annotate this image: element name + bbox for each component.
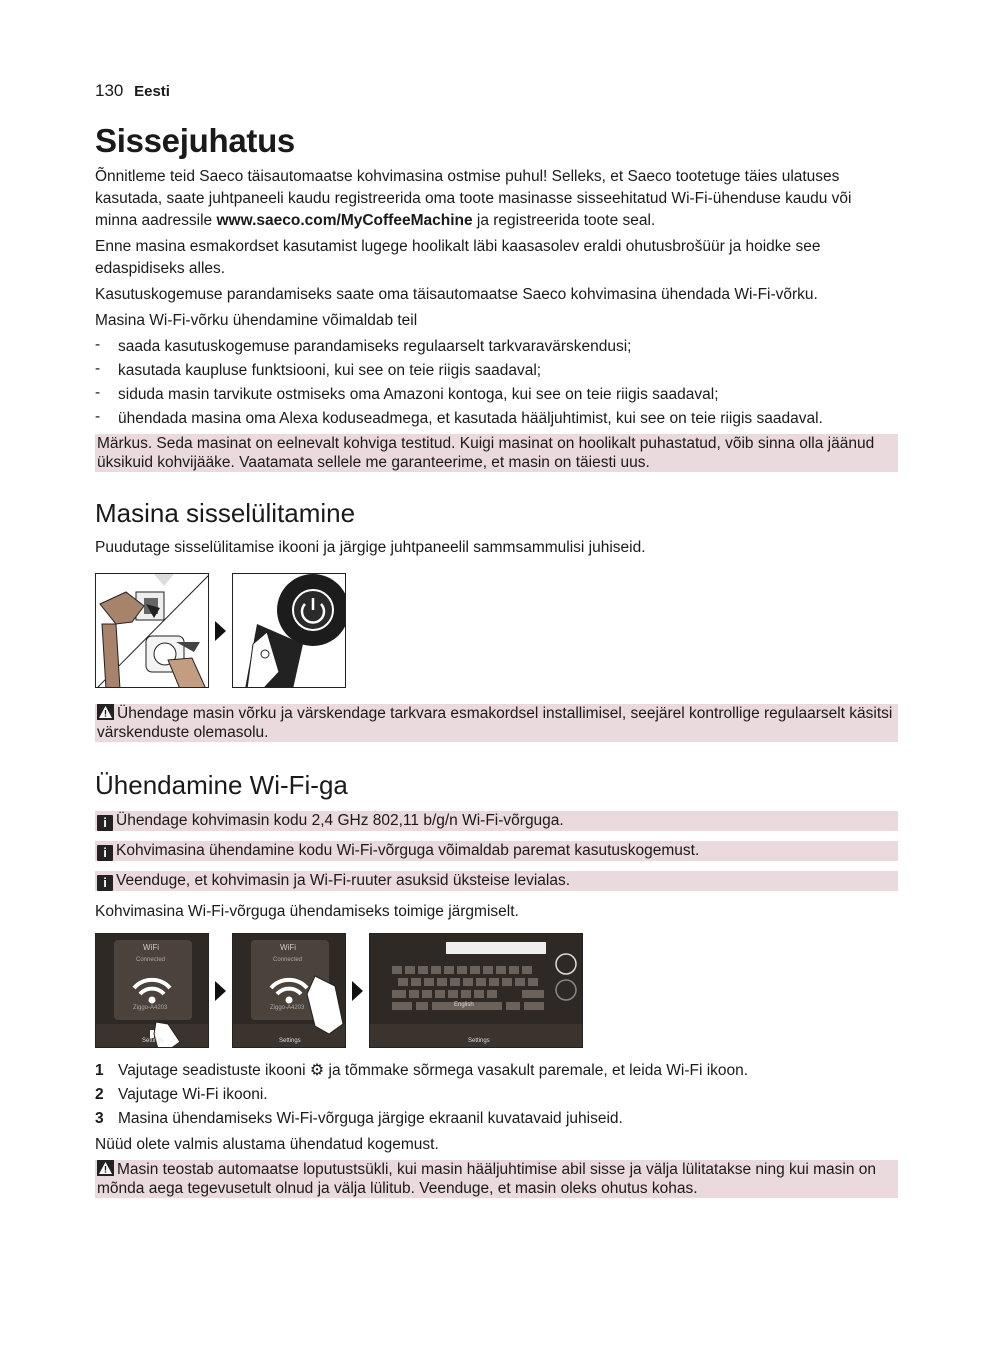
step-item: [95, 1060, 898, 1082]
warning-icon: [97, 1160, 114, 1176]
power-title: Masina sisselülitamine: [95, 498, 356, 528]
intro-p1-text-end: ja registreerida toote seal.: [472, 212, 656, 229]
wifi-info-1: [95, 811, 898, 831]
wifi-keyboard-screen: [369, 933, 583, 1048]
wifi-screen-2: [232, 933, 346, 1048]
screen-network-label: Ziggo-A4203: [133, 1005, 168, 1011]
screen-wifi-label: WiFi: [280, 943, 296, 952]
wifi-info-text: Ühendage kohvimasin kodu 2,4 GHz 802,11 b/g/n Wi-Fi-võrguga.: [116, 812, 564, 829]
screen-language-label: English: [454, 1002, 474, 1008]
intro-paragraph-3: Kasutuskogemuse parandamiseks saate oma täisautomaatse Saeco kohvimasina ühendada Wi-Fi-võrku.: [95, 286, 818, 303]
step-number: 1: [95, 1062, 104, 1079]
wifi-paragraph-2: Nüüd olete valmis alustama ühendatud kogemust.: [95, 1136, 439, 1153]
language-label: Eesti: [134, 83, 170, 100]
wifi-info-text: Kohvimasina ühendamine kodu Wi-Fi-võrguga võimaldab paremat kasutuskogemust.: [116, 842, 700, 859]
page-number: 130: [95, 81, 124, 100]
wifi-info-2: [95, 841, 898, 861]
gear-icon: ⚙: [309, 1062, 325, 1079]
intro-title: Sissejuhatus: [95, 122, 295, 159]
step-text: Vajutage Wi-Fi ikooni.: [118, 1086, 268, 1103]
info-icon: i: [97, 845, 113, 861]
manual-page: [95, 78, 898, 1204]
intro-paragraph-2: Enne masina esmakordset kasutamist lugege hoolikalt läbi kaasasolev eraldi ohutusbrošüür ja hoidke see edaspidiseks alles.: [95, 238, 821, 277]
list-item: - saada kasutuskogemuse parandamiseks regulaarselt tarkvaravärskendusi;: [95, 336, 898, 358]
list-item: - ühendada masina oma Alexa koduseadmega, et kasutada hääljuhtimist, kui see on teie riigis saadaval.: [95, 408, 898, 430]
info-icon: i: [97, 875, 113, 891]
registration-link[interactable]: www.saeco.com/MyCoffeeMachine: [216, 212, 473, 229]
page-header: [95, 78, 898, 104]
intro-paragraph-4: Masina Wi-Fi-võrku ühendamine võimaldab teil: [95, 312, 418, 329]
wifi-paragraph: Kohvimasina Wi-Fi-võrguga ühendamiseks toimige järgmiselt.: [95, 903, 519, 920]
screen-settings-label: Settings: [279, 1038, 301, 1044]
power-button-illustration: [232, 573, 346, 688]
step-text: Masina ühendamiseks Wi-Fi-võrguga järgige ekraanil kuvatavaid juhiseid.: [118, 1110, 623, 1127]
arrow-right-icon: [215, 621, 226, 641]
intro-p1-text: Õnnitleme teid Saeco täisautomaatse kohvimasina ostmise puhul! Selleks, et Saeco tootetuge täies ulatuses kasutada, saate juhtpaneeli kaudu registreerida oma toote masinasse sisseehitatud Wi-Fi-ühenduse kaudu või minna aadressile: [95, 168, 852, 229]
arrow-right-icon: [352, 981, 363, 1001]
screen-settings-label: Settings: [142, 1038, 164, 1044]
wifi-info-text: Veenduge, et kohvimasin ja Wi-Fi-ruuter asuksid üksteise levialas.: [116, 872, 571, 889]
step-text: Vajutage seadistuste ikooni: [118, 1062, 310, 1079]
power-warning: [95, 704, 898, 742]
list-item: - kasutada kaupluse funktsiooni, kui see on teie riigis saadaval;: [95, 360, 898, 382]
power-paragraph: Puudutage sisselülitamise ikooni ja järgige juhtpaneelil sammsammulisi juhiseid.: [95, 539, 646, 556]
step-number: 3: [95, 1110, 104, 1127]
wifi-warning: [95, 1160, 898, 1198]
intro-paragraph-1: [95, 166, 898, 232]
screen-connected-label: Connected: [273, 957, 303, 963]
step-text-end: ja tõmmake sõrmega vasakult paremale, et leida Wi-Fi ikoon.: [324, 1062, 749, 1079]
step-item: [95, 1108, 898, 1130]
warning-icon: [97, 704, 114, 720]
wifi-steps: [95, 1060, 898, 1130]
arrow-right-icon: [215, 981, 226, 1001]
wifi-info-3: [95, 871, 898, 891]
screen-network-label: Ziggo-A4203: [270, 1005, 305, 1011]
step-number: 2: [95, 1086, 104, 1103]
list-item: - siduda masin tarvikute ostmiseks oma Amazoni kontoga, kui see on teie riigis saadaval;: [95, 384, 898, 406]
power-illustrations: [95, 573, 898, 688]
wifi-benefits-list: [95, 336, 898, 430]
wifi-warning-text: Masin teostab automaatse loputustsükli, kui masin hääljuhtimise abil sisse ja välja lülitatakse ning kui masin on mõnda aega tegevusetult olnud ja välja lülitub. Veenduge, et masin oleks ohutus kohas.: [97, 1161, 877, 1197]
power-warning-text: Ühendage masin võrku ja värskendage tarkvara esmakordsel installimisel, seejärel kontrollige regulaarselt käsitsi värskenduste olemasolu.: [97, 705, 893, 741]
intro-note: Märkus. Seda masinat on eelnevalt kohviga testitud. Kuigi masinat on hoolikalt puhastatud, võib sinna olla jäänud üksikuid kohvijääke. Vaatamata sellele me garanteerime, et masin on täiesti uus.: [95, 434, 898, 472]
wifi-illustrations: [95, 933, 898, 1048]
screen-settings-label: Settings: [468, 1038, 490, 1044]
screen-connected-label: Connected: [136, 957, 166, 963]
wifi-title: Ühendamine Wi-Fi-ga: [95, 770, 348, 800]
plug-illustration: [95, 573, 209, 688]
screen-wifi-label: WiFi: [143, 943, 159, 952]
step-item: [95, 1084, 898, 1106]
info-icon: i: [97, 815, 113, 831]
wifi-screen-1: [95, 933, 209, 1048]
